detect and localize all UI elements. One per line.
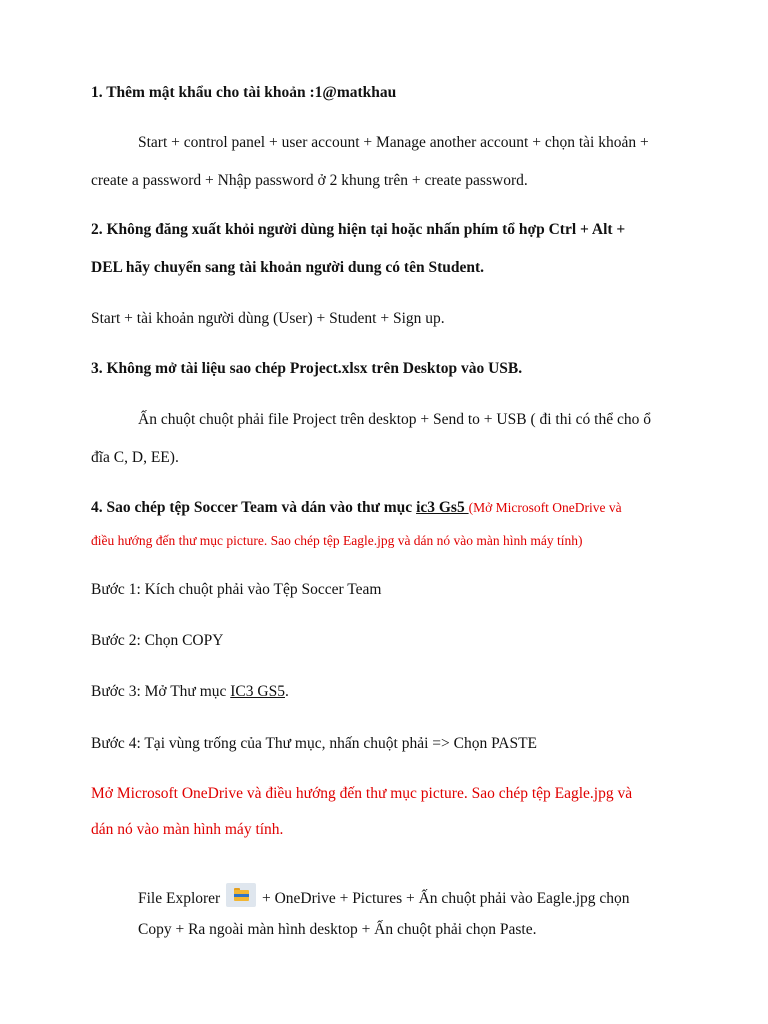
section-2-body: Start + tài khoản người dùng (User) + Student + Sign up. — [91, 310, 445, 327]
section-5-body-line-2: Copy + Ra ngoài màn hình desktop + Ấn chuột phải chọn Paste. — [138, 921, 537, 938]
section-1-body-line-2: create a password + Nhập password ở 2 khung trên + create password. — [91, 172, 528, 189]
step-3-folder: IC3 GS5 — [230, 683, 285, 700]
section-1-body-line-1: Start + control panel + user account + Manage another account + chọn tài khoản + — [138, 134, 649, 151]
step-1: Bước 1: Kích chuột phải vào Tệp Soccer Team — [91, 581, 382, 598]
step-3 — [91, 683, 289, 701]
section-4-title: 4. Sao chép tệp Soccer Team và dán vào thư mục — [91, 499, 417, 516]
step-4: Bước 4: Tại vùng trống của Thư mục, nhấn chuột phải => Chọn PASTE — [91, 735, 538, 752]
step-3-prefix: Bước 3: Mở Thư mục — [91, 683, 231, 700]
section-4-title-line — [91, 499, 622, 517]
section-2-title-line-2: DEL hãy chuyển sang tài khoản người dung có tên Student. — [91, 259, 485, 276]
section-2-title-line-1: 2. Không đăng xuất khỏi người dùng hiện tại hoặc nhấn phím tổ hợp Ctrl + Alt + — [91, 221, 626, 238]
section-5-body-suffix: + OneDrive + Pictures + Ấn chuột phải vào Eagle.jpg chọn — [258, 890, 630, 907]
section-1-title: 1. Thêm mật khẩu cho tài khoản :1@matkhau — [91, 84, 397, 101]
step-3-suffix: . — [284, 683, 289, 700]
file-explorer-icon — [226, 883, 256, 907]
section-5-red-line-2: dán nó vào màn hình máy tính. — [91, 821, 284, 838]
section-3-title: 3. Không mở tài liệu sao chép Project.xlsx trên Desktop vào USB. — [91, 360, 523, 377]
section-5-red-line-1: Mở Microsoft OneDrive và điều hướng đến thư mục picture. Sao chép tệp Eagle.jpg và — [91, 785, 633, 802]
step-2: Bước 2: Chọn COPY — [91, 632, 224, 649]
section-3-body-line-1: Ấn chuột chuột phải file Project trên desktop + Send to + USB ( đi thi có thể cho ổ — [138, 411, 651, 428]
section-4-note-line-2: điều hướng đến thư mục picture. Sao chép tệp Eagle.jpg và dán nó vào màn hình máy tính) — [91, 533, 583, 548]
section-3-body-line-2: đĩa C, D, EE). — [91, 449, 179, 466]
section-5-body-prefix: File Explorer — [138, 890, 225, 907]
folder-name-link: ic3 Gs5 — [416, 499, 469, 516]
section-4-note-line-1: (Mở Microsoft OneDrive và — [468, 500, 622, 515]
section-5-body-line-1 — [138, 883, 630, 908]
